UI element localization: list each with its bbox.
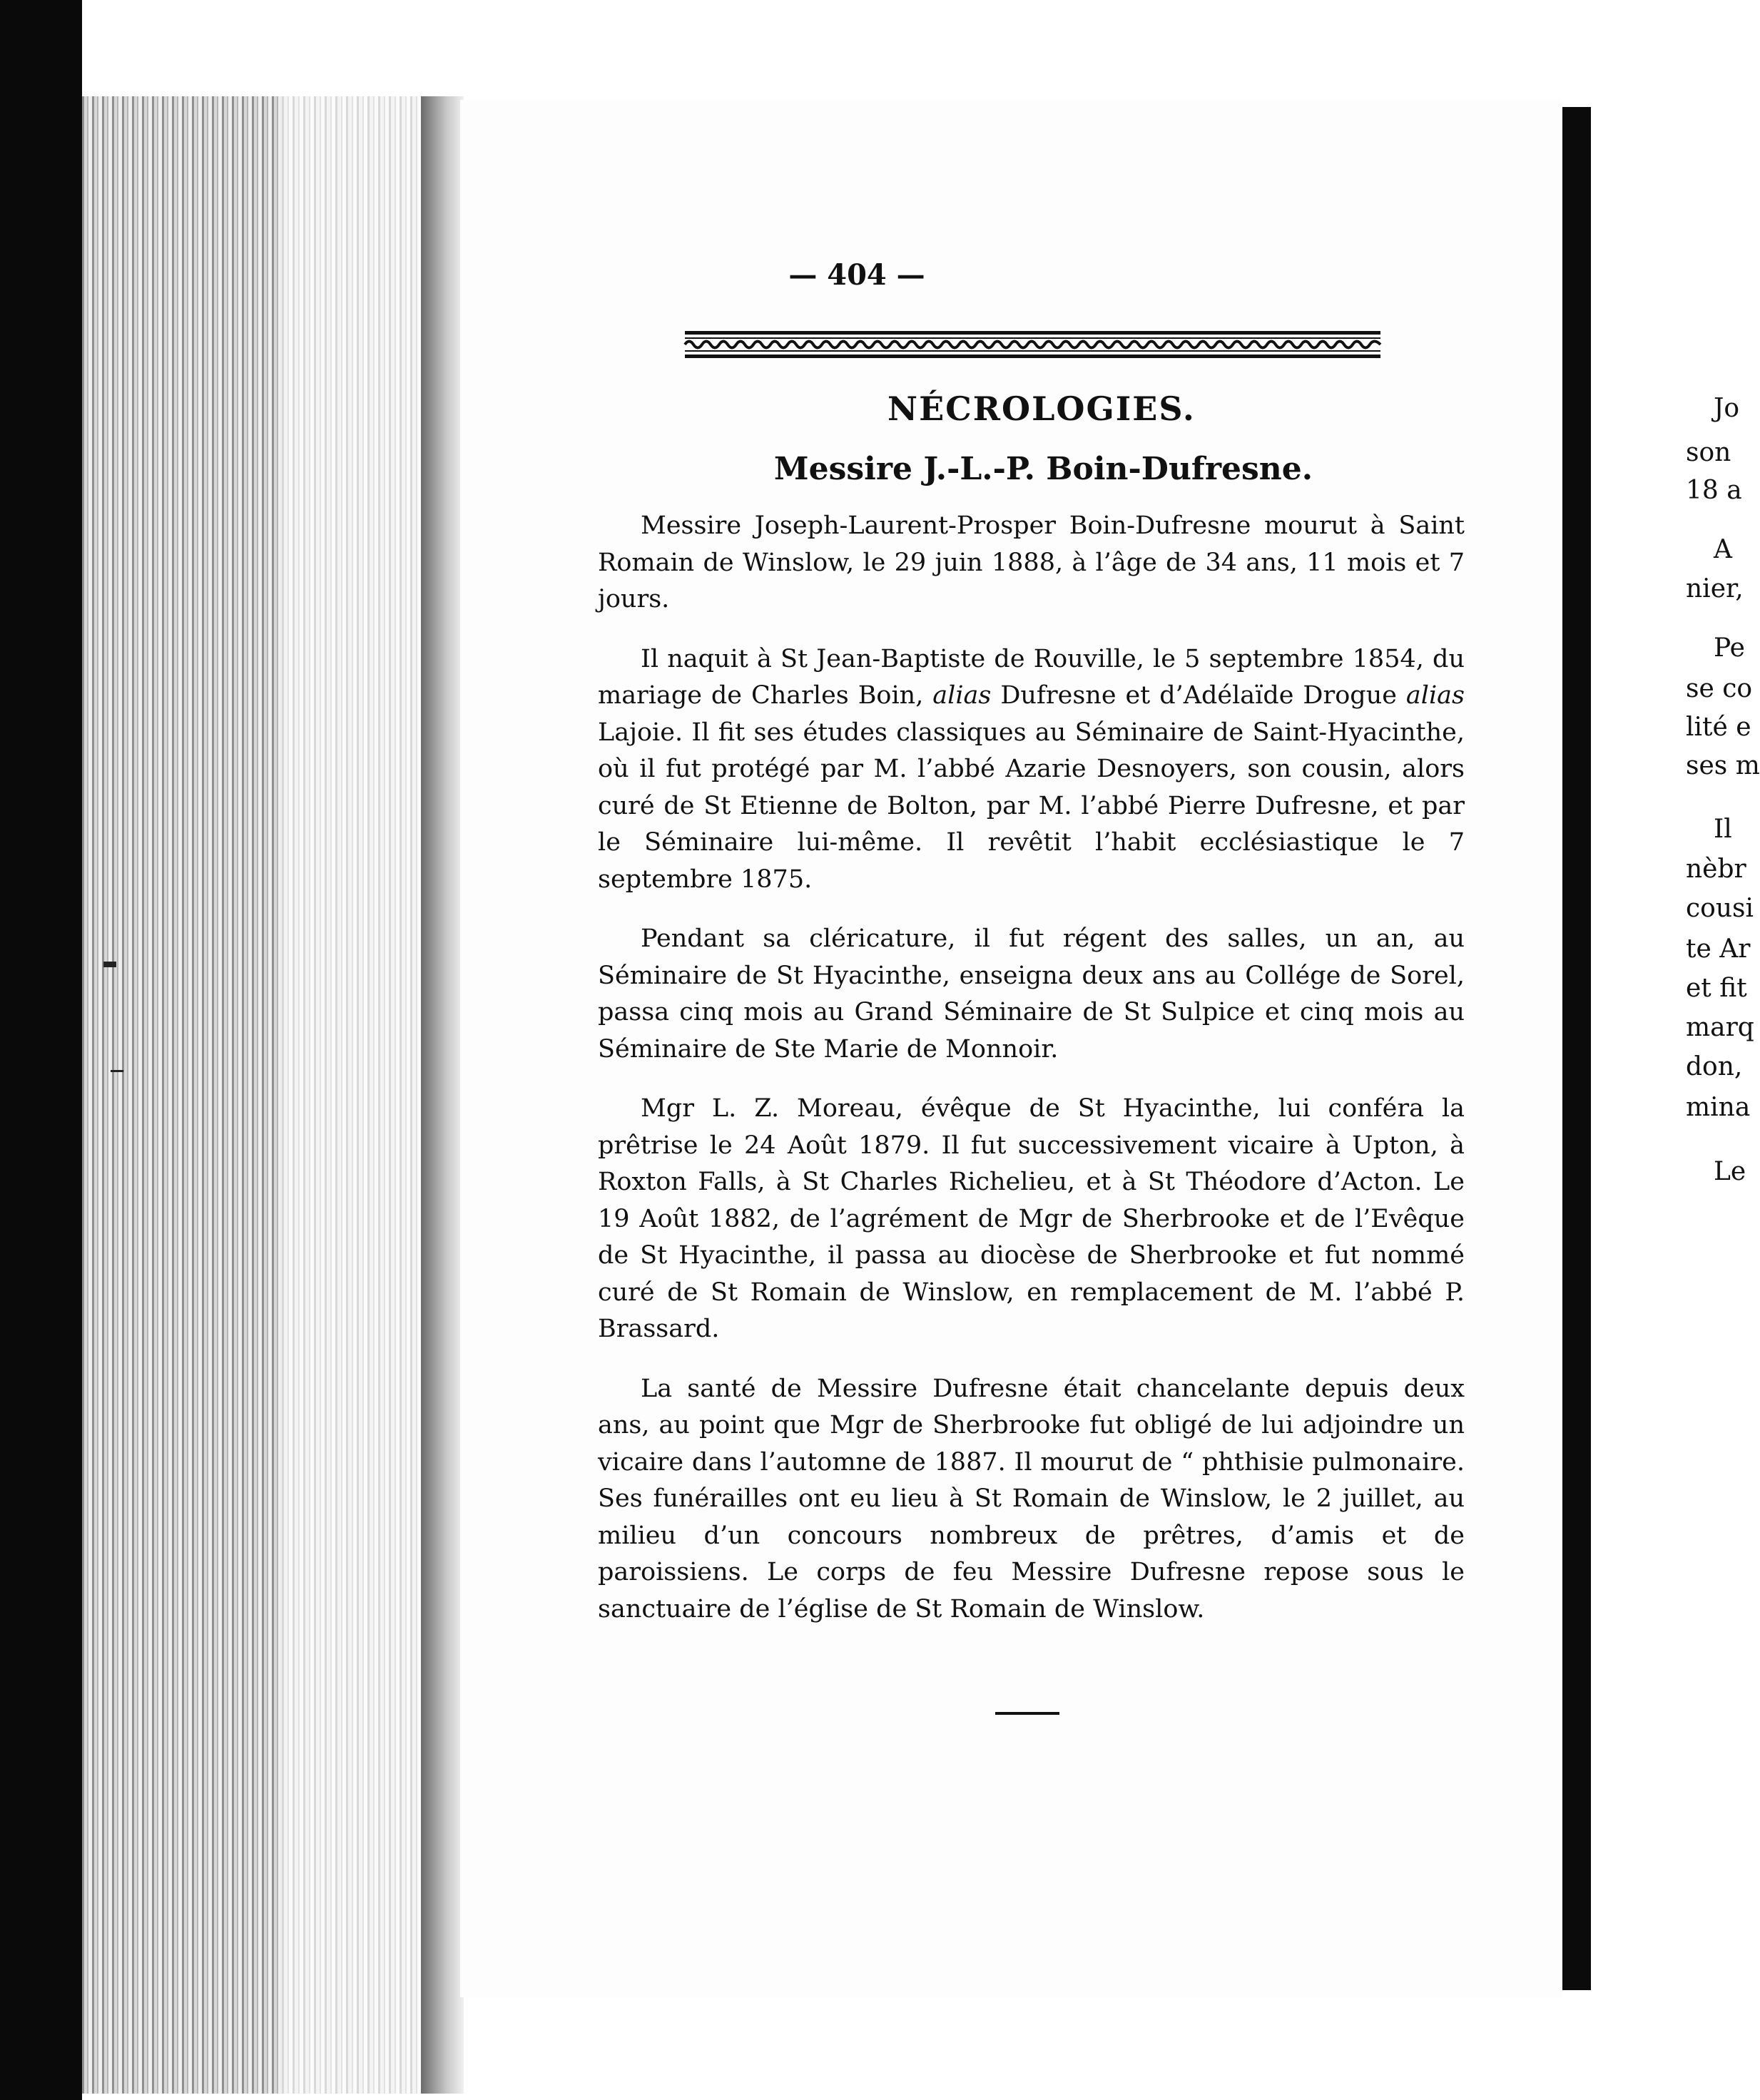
paragraph: Mgr L. Z. Moreau, évêque de St Hyacinthe, lui conféra la prêtrise le 24 Août 1879. Il fut successivement vicaire à Upton, à Roxton Falls, à St Charles Richelieu, et à St Théodore d’Acton. Le 19 Août 1882, de l’agrément de Mgr de Sherbrooke et de l’Evêque de St Hyacinthe, il passa au diocèse de Sherbrooke et fut nommé curé de St Romain de Winslow, en remplacement de M. l’abbé P. Brassard. bbox=[598, 1094, 1465, 1343]
facing-line: mina bbox=[1686, 1093, 1751, 1122]
facing-line: Jo bbox=[1714, 394, 1740, 423]
ornamental-rule bbox=[685, 331, 1380, 358]
facing-line: nier, bbox=[1686, 574, 1744, 603]
facing-line: ses m bbox=[1686, 751, 1760, 780]
page-number: — 404 — bbox=[788, 258, 925, 292]
closing-rule bbox=[995, 1712, 1059, 1715]
section-title: NÉCROLOGIES. bbox=[887, 389, 1196, 428]
paragraph: Pendant sa cléricature, il fut régent des salles, un an, au Séminaire de St Hyacinthe, enseigna deux ans au Collége de Sorel, passa cinq mois au Grand Séminaire de St Sulpice et cinq mois au Séminaire de Ste Marie de Monnoir. bbox=[598, 924, 1465, 1064]
paragraph: Messire Joseph-Laurent-Prosper Boin-Dufresne mourut à Saint Romain de Winslow, le 29 juin 1888, à l’âge de 34 ans, 11 mois et 7 jours. bbox=[598, 511, 1465, 613]
facing-line: se co bbox=[1686, 674, 1753, 703]
facing-line: Il bbox=[1714, 815, 1732, 844]
facing-line: don, bbox=[1686, 1052, 1743, 1081]
facing-line: nèbr bbox=[1686, 855, 1746, 884]
book-spine-shadow bbox=[1562, 107, 1591, 1990]
facing-line: cousi bbox=[1686, 894, 1754, 923]
facing-line: et fit bbox=[1686, 974, 1747, 1003]
facing-line: Pe bbox=[1714, 633, 1745, 663]
facing-line: lité e bbox=[1686, 713, 1751, 742]
facing-line: te Ar bbox=[1686, 934, 1751, 964]
book-gutter bbox=[421, 96, 464, 2094]
paragraph: Il naquit à St Jean-Baptiste de Rouville, le 5 septembre 1854, du mariage de Charles Boin, alias Dufresne et d’Adélaïde Drogue alias Lajoie. Il fit ses études classiques au Séminaire de Saint-Hyacinthe, où il fut protégé par M. l’abbé Azarie Desnoyers, son cousin, alors curé de St Etienne de Bolton, par M. l’abbé Pierre Dufresne, et par le Séminaire lui-même. Il revêtit l’habit ecclésiastique le 7 septembre 1875. bbox=[598, 644, 1465, 894]
facing-line: A bbox=[1714, 535, 1732, 564]
facing-line: marq bbox=[1686, 1013, 1754, 1042]
paragraph: La santé de Messire Dufresne était chancelante depuis deux ans, au point que Mgr de Sherbrooke fut obligé de lui adjoindre un vicaire dans l’automne de 1887. Il mourut de “ phthisie pulmonaire. Ses funérailles ont eu lieu à St Romain de Winslow, le 2 juillet, au milieu d’un concours nombreux de prêtres, d’amis et de paroissiens. Le corps de feu Messire Dufresne repose sous le sanctuaire de l’église de St Romain de Winslow. bbox=[598, 1374, 1465, 1624]
facing-line: Le bbox=[1714, 1157, 1746, 1186]
facing-page-fragment bbox=[1591, 107, 1760, 2100]
facing-line: 18 a bbox=[1686, 476, 1742, 505]
book-page-edges-light bbox=[282, 96, 432, 2094]
edge-tab-mark bbox=[111, 1070, 123, 1072]
article-title: Messire J.-L.-P. Boin-Dufresne. bbox=[773, 451, 1313, 487]
scan-border-left bbox=[0, 0, 82, 2100]
article-body bbox=[598, 508, 1465, 1651]
edge-tab-mark bbox=[103, 962, 116, 967]
facing-line: son bbox=[1686, 438, 1731, 467]
